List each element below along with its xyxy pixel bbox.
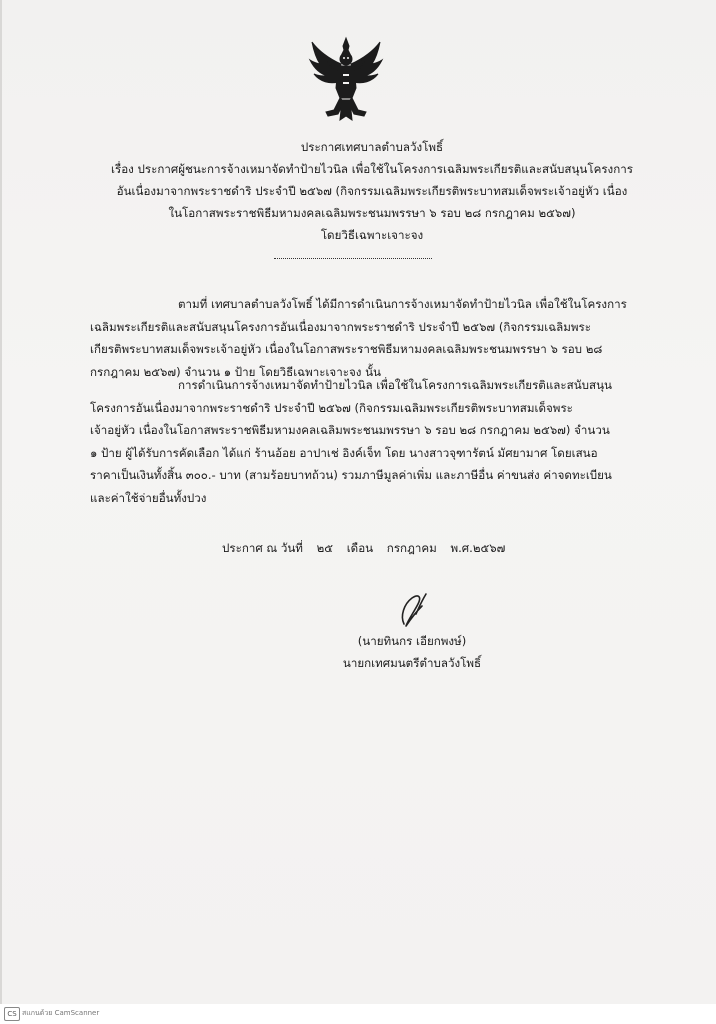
scanner-caption: สแกนด้วย CamScanner [22,1009,100,1017]
paragraph-1 [90,293,670,383]
document-title: ประกาศเทศบาลตำบลวังโพธิ์ [300,140,444,154]
paragraph-line: เกียรติพระบาทสมเด็จพระเจ้าอยู่หัว เนื่องในโอกาสพระราชพิธีมหามงคลเฉลิมพระชนมพรรษา ๖ รอบ ๒๘ [90,342,603,357]
paragraph-2 [90,374,670,510]
signer-position: นายกเทศมนตรีตำบลวังโพธิ์ [342,656,482,670]
subject-line: โดยวิธีเฉพาะเจาะจง [320,228,424,242]
subject-line: ในโอกาสพระราชพิธีมหามงคลเฉลิมพระชนมพรรษา ๖ รอบ ๒๘ กรกฎาคม ๒๕๖๗) [168,206,576,220]
paragraph-line: การดำเนินการจ้างเหมาจัดทำป้ายไวนิล เพื่อใช้ในโครงการเฉลิมพระเกียรติและสนับสนุน [178,378,612,392]
camscanner-logo-icon: CS [4,1007,20,1021]
garuda-emblem-icon [308,36,384,122]
paragraph-line: เจ้าอยู่หัว เนื่องในโอกาสพระราชพิธีมหามงคลเฉลิมพระชนมพรรษา ๖ รอบ ๒๘ กรกฎาคม ๒๕๖๗) จำนวน [90,423,610,438]
date-month: กรกฎาคม [386,541,437,555]
document-header [62,136,682,246]
date-year: พ.ศ.๒๕๖๗ [450,541,506,555]
paragraph-line: ตามที่ เทศบาลตำบลวังโพธิ์ ได้มีการดำเนินการจ้างเหมาจัดทำป้ายไวนิล เพื่อใช้ในโครงการ [178,297,627,311]
paragraph-line: ๑ ป้าย ผู้ได้รับการคัดเลือก ได้แก่ ร้านอ้อย อาปาเช่ อิงค์เจ็ท โดย นางสาวจุฑารัตน์ มัศยามาศ โดยเสนอ [90,445,598,460]
scanner-footer [0,1004,716,1024]
paragraph-line: กรกฎาคม ๒๕๖๗) จำนวน ๑ ป้าย โดยวิธีเฉพาะเจาะจง นั้น [90,364,381,379]
handwritten-signature [396,590,430,630]
date-label: ประกาศ ณ วันที่ [222,541,303,555]
subject-line: เรื่อง ประกาศผู้ชนะการจ้างเหมาจัดทำป้ายไวนิล เพื่อใช้ในโครงการเฉลิมพระเกียรติและสนับสนุนโครงการ [111,162,633,176]
paragraph-line: และค่าใช้จ่ายอื่นทั้งปวง [90,490,207,505]
paragraph-line: โครงการอันเนื่องมาจากพระราชดำริ ประจำปี ๒๕๖๗ (กิจกรรมเฉลิมพระเกียรติพระบาทสมเด็จพระ [90,400,573,415]
announcement-date [222,540,515,558]
signer-name: (นายทินกร เอียกพงษ์) [357,634,467,648]
month-label: เดือน [346,541,374,555]
paragraph-line: เฉลิมพระเกียรติและสนับสนุนโครงการอันเนื่องมาจากพระราชดำริ ประจำปี ๒๕๖๗ (กิจกรรมเฉลิมพระ [90,319,591,334]
date-day: ๒๕ [316,541,334,555]
subject-line: อันเนื่องมาจากพระราชดำริ ประจำปี ๒๕๖๗ (กิจกรรมเฉลิมพระเกียรติพระบาทสมเด็จพระเจ้าอยู่หัว เนื่อง [116,184,628,198]
dotted-separator [274,258,432,259]
paragraph-line: ราคาเป็นเงินทั้งสิ้น ๓๐๐.- บาท (สามร้อยบาทถ้วน) รวมภาษีมูลค่าเพิ่ม และภาษีอื่น ค่าขนส่ง ค่าจดทะเบียน [90,468,612,483]
signer-block [332,630,492,674]
